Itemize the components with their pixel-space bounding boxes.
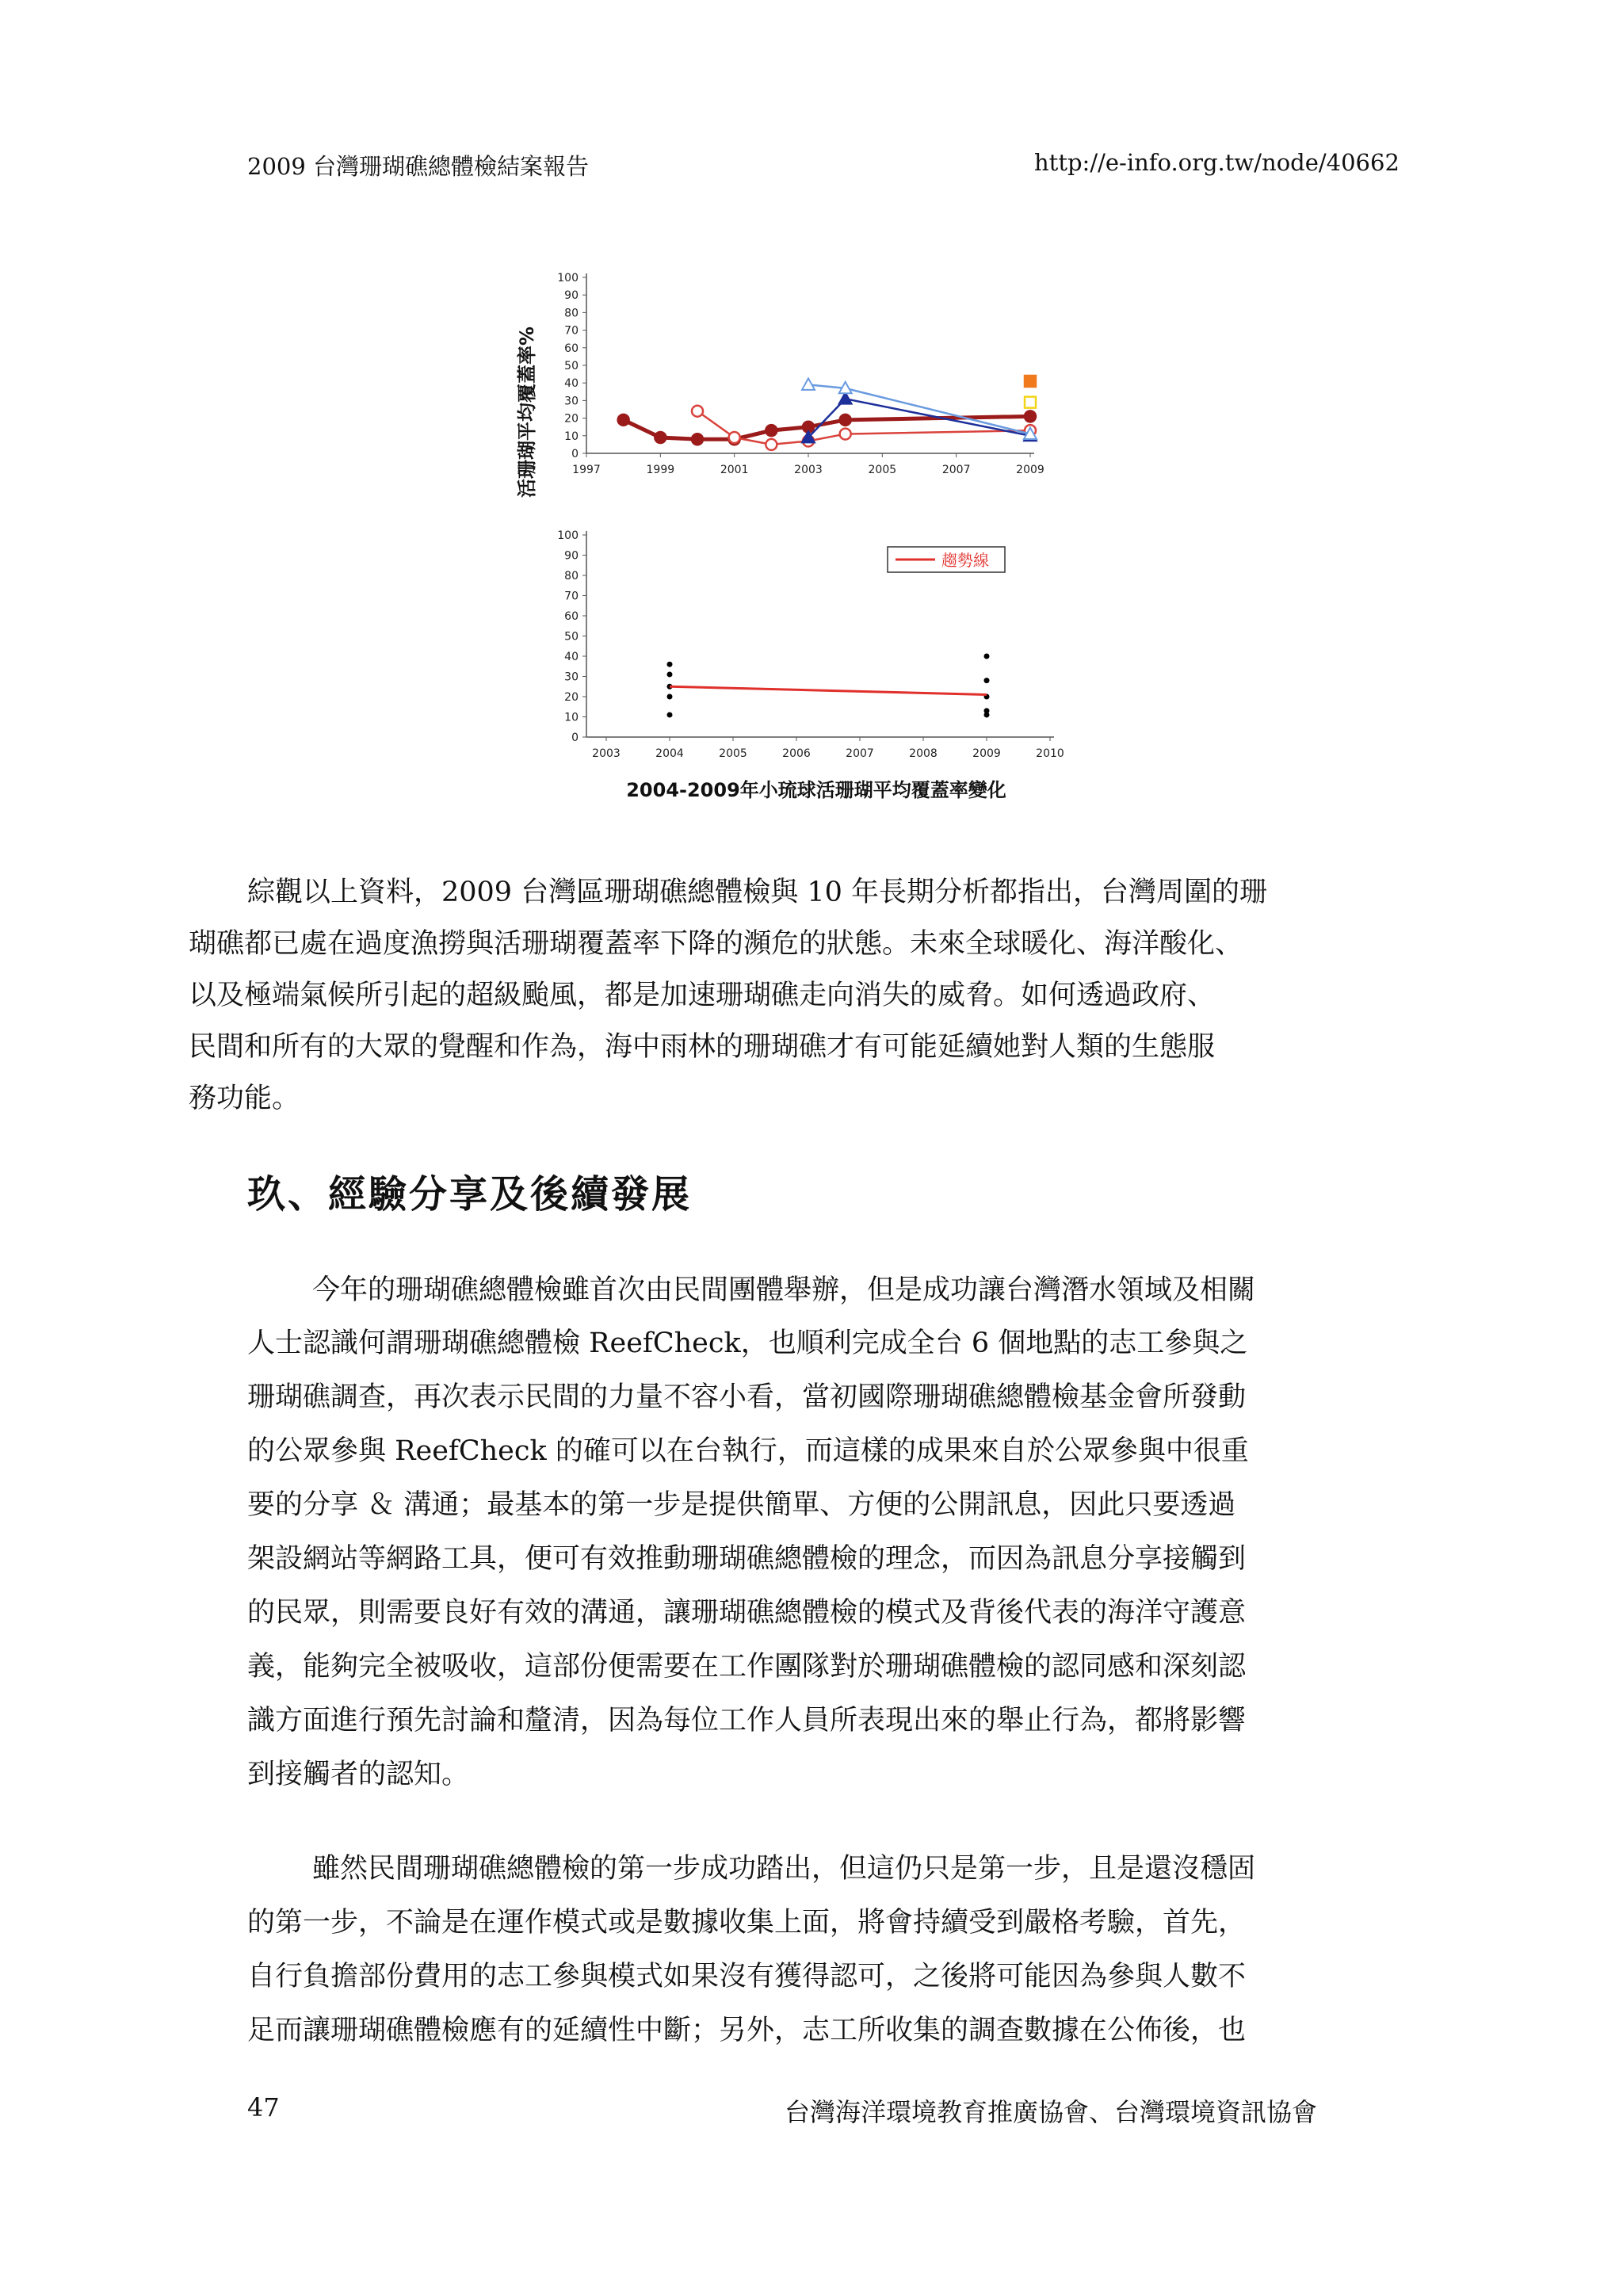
- data-point: [692, 434, 703, 445]
- y-tick-label: 40: [564, 377, 579, 391]
- scatter-point: [984, 654, 990, 659]
- text-line: 民間和所有的大眾的覺醒和作為，海中雨林的珊瑚礁才有可能延續她對人類的生態服: [189, 1031, 1216, 1063]
- y-tick-label: 0: [571, 448, 579, 460]
- y-tick-label: 70: [564, 324, 579, 338]
- data-point: [1025, 376, 1036, 387]
- x-tick-label: 2009: [1016, 464, 1044, 476]
- text-line: 要的分享 ＆ 溝通；最基本的第一步是提供簡單、方便的公開訊息，因此只要透過: [247, 1489, 1236, 1521]
- text-line: 綜觀以上資料，2009 台灣區珊瑚礁總體檢與 10 年長期分析都指出，台灣周圍的珊: [247, 877, 1267, 908]
- text-line: 到接觸者的認知。: [247, 1759, 470, 1790]
- header-title: 2009 台灣珊瑚礁總體檢結案報告: [247, 153, 590, 180]
- y-tick-label: 20: [564, 412, 579, 426]
- y-tick-label: 30: [564, 670, 579, 684]
- x-tick-label: 2003: [592, 747, 621, 760]
- text-line: 架設網站等網路工具，便可有效推動珊瑚礁總體檢的理念，而因為訊息分享接觸到: [247, 1543, 1247, 1575]
- y-tick-label: 20: [564, 691, 579, 704]
- x-tick-label: 2007: [846, 747, 874, 760]
- scatter-point: [667, 694, 673, 700]
- text-line: 以及極端氣候所引起的超級颱風，都是加速珊瑚礁走向消失的威脅。如何透過政府、: [189, 980, 1216, 1011]
- data-point: [840, 429, 851, 440]
- section-title: 玖、經驗分享及後續發展: [247, 1172, 693, 1217]
- y-tick-label: 60: [564, 610, 579, 623]
- trend-line: [670, 686, 987, 694]
- text-line: 雖然民間珊瑚礁總體檢的第一步成功踏出，但這仍只是第一步，且是還沒穩固: [312, 1853, 1256, 1885]
- y-tick-label: 50: [564, 630, 579, 644]
- x-tick-label: 2009: [972, 747, 1001, 760]
- y-tick-label: 10: [564, 711, 579, 724]
- data-point: [692, 406, 703, 417]
- y-tick-label: 80: [564, 307, 579, 320]
- x-tick-label: 2005: [868, 464, 897, 476]
- figure-y-axis-label: 活珊瑚平均覆蓋率%: [516, 326, 538, 499]
- text-line: 的第一步，不論是在運作模式或是數據收集上面，將會持續受到嚴格考驗，首先，: [247, 1907, 1247, 1939]
- data-point: [840, 415, 851, 426]
- data-point: [1025, 397, 1036, 408]
- text-line: 人士認識何謂珊瑚礁總體檢 ReefCheck，也順利完成全台 6 個地點的志工參與之: [247, 1328, 1248, 1359]
- text-line: 珊瑚礁調查，再次表示民間的力量不容小看，當初國際珊瑚礁總體檢基金會所發動: [247, 1381, 1247, 1413]
- text-line: 識方面進行預先討論和釐清，因為每位工作人員所表現出來的舉止行為，都將影響: [247, 1705, 1247, 1736]
- data-point: [839, 392, 852, 403]
- legend-label: 趨勢線: [941, 551, 989, 570]
- scatter-point: [667, 712, 673, 717]
- data-point: [618, 415, 629, 426]
- x-tick-label: 1999: [646, 464, 675, 476]
- x-tick-label: 2004: [655, 747, 684, 760]
- text-line: 足而讓珊瑚礁體檢應有的延續性中斷；另外，志工所收集的調查數據在公佈後，也: [247, 2015, 1247, 2046]
- text-line: 務功能。: [189, 1083, 300, 1114]
- data-point: [766, 439, 777, 450]
- y-tick-label: 30: [564, 395, 579, 408]
- text-line: 今年的珊瑚礁總體檢雖首次由民間團體舉辦，但是成功讓台灣潛水領域及相關: [312, 1274, 1256, 1306]
- x-tick-label: 2001: [720, 464, 749, 476]
- x-tick-label: 2003: [794, 464, 823, 476]
- x-tick-label: 2008: [909, 747, 938, 760]
- y-tick-label: 60: [564, 342, 579, 355]
- coral-cover-figure: [507, 262, 1078, 816]
- text-line: 瑚礁都已處在過度漁撈與活珊瑚覆蓋率下降的瀕危的狀態。未來全球暖化、海洋酸化、: [189, 928, 1243, 960]
- y-tick-label: 40: [564, 651, 579, 663]
- y-tick-label: 80: [564, 570, 579, 583]
- y-tick-label: 90: [564, 289, 579, 303]
- footer-organizations: 台灣海洋環境教育推廣協會、台灣環境資訊協會: [785, 2097, 1318, 2127]
- scatter-point: [667, 662, 673, 667]
- scatter-point: [984, 712, 990, 717]
- y-tick-label: 100: [557, 272, 579, 285]
- data-point: [802, 378, 815, 389]
- data-point: [655, 432, 666, 443]
- x-tick-label: 1997: [572, 464, 601, 476]
- scatter-point: [667, 671, 673, 677]
- text-line: 義，能夠完全被吸收，這部份便需要在工作團隊對於珊瑚礁體檢的認同感和深刻認: [247, 1651, 1247, 1683]
- data-point: [729, 432, 740, 443]
- text-line: 的公眾參與 ReefCheck 的確可以在台執行，而這樣的成果來自於公眾參與中很重: [247, 1435, 1249, 1467]
- y-tick-label: 0: [571, 732, 579, 744]
- data-point: [766, 425, 777, 436]
- chart-bottom-scatter: [557, 529, 1064, 760]
- y-tick-label: 10: [564, 430, 579, 443]
- header-url[interactable]: http://e-info.org.tw/node/40662: [1034, 149, 1400, 176]
- y-tick-label: 100: [557, 529, 579, 542]
- x-tick-label: 2006: [782, 747, 811, 760]
- y-tick-label: 90: [564, 549, 579, 563]
- page-number: 47: [247, 2092, 280, 2122]
- x-tick-label: 2007: [941, 464, 971, 476]
- chart-top-line: [557, 272, 1044, 476]
- x-tick-label: 2005: [719, 747, 747, 760]
- x-tick-label: 2010: [1036, 747, 1064, 760]
- text-line: 的民眾，則需要良好有效的溝通，讓珊瑚礁總體檢的模式及背後代表的海洋守護意: [247, 1597, 1247, 1629]
- y-tick-label: 70: [564, 590, 579, 603]
- scatter-point: [984, 678, 990, 683]
- text-line: 自行負擔部份費用的志工參與模式如果沒有獲得認可，之後將可能因為參與人數不: [247, 1961, 1247, 1992]
- data-point: [1025, 411, 1036, 422]
- figure-caption: 2004-2009年小琉球活珊瑚平均覆蓋率變化: [626, 779, 1006, 801]
- y-tick-label: 50: [564, 360, 579, 372]
